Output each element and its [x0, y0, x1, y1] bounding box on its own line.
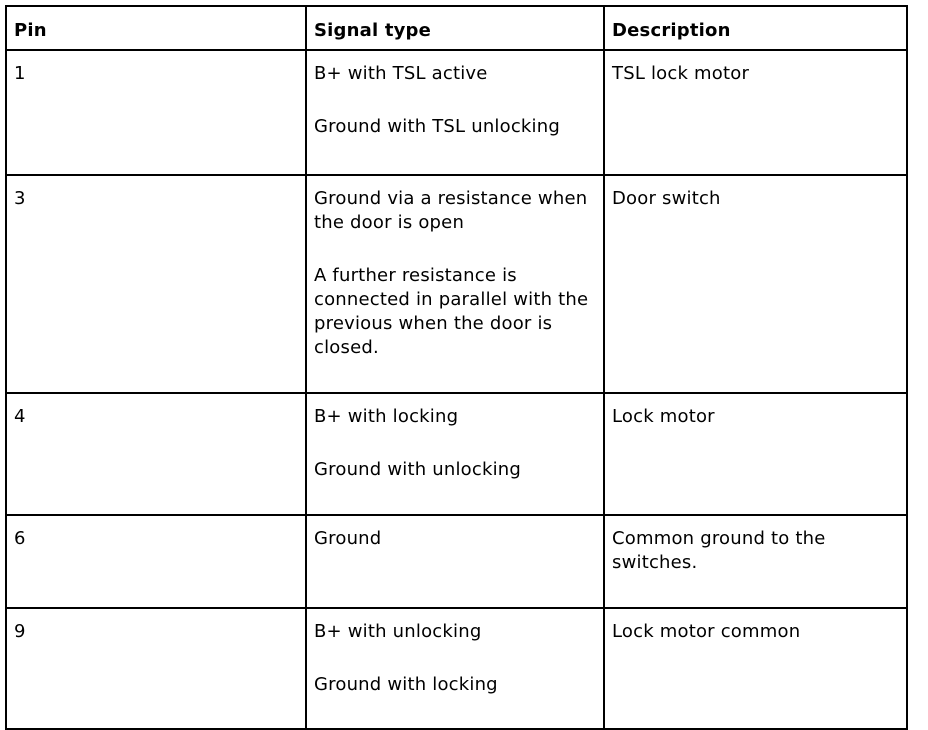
description-cell: Door switch: [604, 175, 907, 393]
signal-type-cell: [306, 393, 604, 515]
signal-line: A further resistance is connected in parallel with the previous when the door is closed.: [314, 265, 595, 358]
table-row: [6, 175, 907, 393]
signal-line: Ground with TSL unlocking: [314, 116, 560, 137]
signal-line: Ground via a resistance when the door is open: [314, 188, 594, 233]
signal-type-cell: [306, 175, 604, 393]
pin-cell: 3: [6, 175, 306, 393]
pin-signal-table: [5, 5, 908, 730]
signal-type-cell: [306, 608, 604, 729]
header-signal-type: Signal type: [306, 6, 604, 50]
signal-type-cell: [306, 515, 604, 608]
header-pin: Pin: [6, 6, 306, 50]
signal-line: B+ with TSL active: [314, 63, 488, 84]
table-header-row: [6, 6, 907, 50]
pin-cell: 6: [6, 515, 306, 608]
description-cell: Common ground to the switches.: [604, 515, 907, 608]
description-cell: Lock motor common: [604, 608, 907, 729]
description-cell: Lock motor: [604, 393, 907, 515]
pin-cell: 4: [6, 393, 306, 515]
signal-line: Ground: [314, 528, 382, 549]
pin-cell: 1: [6, 50, 306, 175]
pin-cell: 9: [6, 608, 306, 729]
signal-line: Ground with unlocking: [314, 459, 522, 480]
table-row: [6, 608, 907, 729]
signal-line: Ground with locking: [314, 674, 498, 695]
header-description: Description: [604, 6, 907, 50]
signal-line: B+ with locking: [314, 406, 459, 427]
signal-line: B+ with unlocking: [314, 621, 482, 642]
table-row: [6, 50, 907, 175]
table-row: [6, 515, 907, 608]
signal-type-cell: [306, 50, 604, 175]
description-cell: TSL lock motor: [604, 50, 907, 175]
table-row: [6, 393, 907, 515]
